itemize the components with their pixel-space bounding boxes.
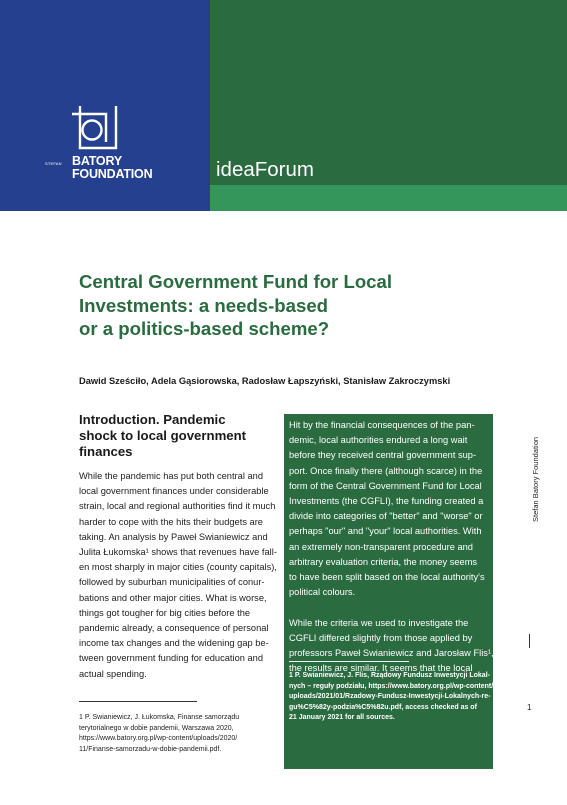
left-footnote [79,713,269,755]
text-line: strain, local and regional authorities find it much [79,501,276,512]
right-footnote [289,671,494,724]
footnote-line: uploads/2021/01/Rzadowy-Fundusz-Inwestycji-Lokalnych-re- [289,693,491,700]
text-line: followed by suburban municipalities of conur- [79,577,265,588]
text-line: divide into categories of "better" and "worse" or [289,511,483,522]
text-line: bations and other major cities. What is worse, [79,592,267,603]
footnote-line: 11/Finanse-samorzadu-w-dobie-pandemii.pdf. [79,745,222,753]
footnote-divider [79,701,197,702]
logo-line-foundation: FOUNDATION [72,167,153,181]
batory-foundation-logo-icon [70,104,118,152]
footnote-line: 21 January 2021 for all sources. [289,714,395,721]
text-line: port. Once finally there (although scarce) in the [289,465,483,476]
side-divider [529,634,530,648]
series-name: ideaForum [216,158,314,181]
footnote-divider [289,661,409,662]
title-line: Investments: a needs-based [79,294,329,316]
text-line: While the criteria we used to investigate the [289,617,469,628]
header-green-strip [210,185,567,211]
logo-small-text: STEFAN [45,161,62,166]
footnote-line: nych – reguły podziału, https://www.batory.org.pl/wp-content/ [289,682,494,690]
text-line: taking. An analysis by Paweł Swianiewicz and [79,531,268,542]
logo-line-batory: BATORY [72,154,122,168]
heading-line: shock to local government [79,428,247,444]
title-line: Central Government Fund for Local [79,271,393,292]
footnote-line: terytorialnego w dobie pandemii, Warszawa 2020, [79,724,234,732]
text-line: things got tougher for big cities before the [79,607,251,618]
title-line: or a politics-based scheme? [79,318,330,339]
text-line: local government finances under considerable [79,486,269,497]
text-line: en most sharply in major cities (county capitals), [79,562,277,573]
paragraph-gap [289,600,487,615]
footnote-line: 1 P. Swianiewicz, J. Łukomska, Finanse samorządu [79,714,240,721]
text-line: CGFLI differed slightly from those applied by [289,632,473,643]
text-line: form of the Central Government Fund for Local [289,480,482,491]
authors-line: Dawid Sześciło, Adela Gąsiorowska, Radosław Łapszyński, Stanisław Zakroczymski [79,376,451,386]
text-line: to have been split based on the local authority's [289,572,485,583]
section-heading [79,412,274,461]
side-foundation-label: Stefan Batory Foundation [531,436,540,522]
footnote-line: 1 P. Swianiewicz, J. Flis, Rządowy Fundusz Inwestycji Lokal- [289,672,490,679]
text-line: political colours. [289,587,356,598]
footnote-line: https://www.batory.org.pl/wp-content/uploads/2020/ [79,735,238,742]
heading-line: Introduction. Pandemic [79,412,226,427]
footnote-line: gu%C5%82y-podzia%C5%82u.pdf, access checked as of [289,703,477,711]
text-line: harder to cope with the hits their budgets are [79,516,263,527]
text-line: pandemic already, a consequence of personal [79,623,269,634]
text-line: the results are similar. It seems that the local [289,663,473,674]
text-line: demic, local authorities endured a long wait [289,435,468,446]
text-line: While the pandemic has put both central and [79,471,263,481]
text-line: Investments (the CGFLI), the funding created a [289,496,484,507]
left-column-body [79,469,276,682]
text-line: tween government funding for education and [79,653,263,664]
text-line: income tax changes and the widening gap be- [79,638,269,649]
page-number: 1 [527,703,532,712]
text-line: actual spending. [79,668,147,679]
text-line: Julita Łukomska¹ shows that revenues have fall- [79,547,277,558]
text-line: before they received central government sup- [289,450,477,461]
text-line: professors Paweł Swianiewicz and Jarosław Flis¹, [289,648,494,659]
text-line: Hit by the financial consequences of the pan- [289,420,475,430]
right-column-body [289,418,494,676]
text-line: an extremely non-transparent procedure and [289,541,473,552]
heading-line: finances [79,444,133,460]
document-title [79,270,479,341]
text-line: perhaps "our" and "your" local authorities. With [289,526,482,537]
text-line: arbitrary evaluation criteria, the money seems [289,556,478,567]
